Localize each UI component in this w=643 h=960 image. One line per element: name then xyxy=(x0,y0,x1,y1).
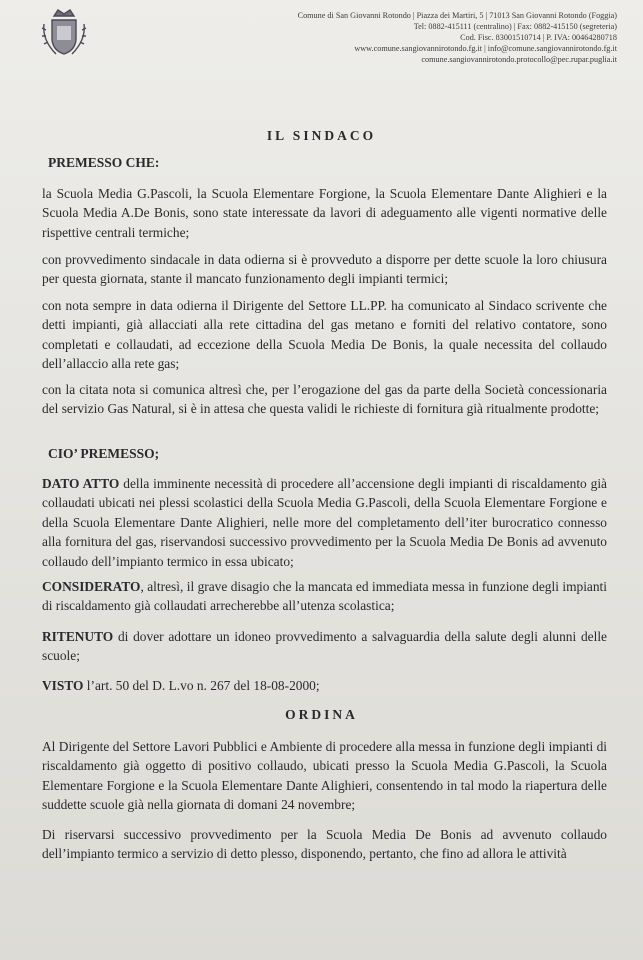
ritenuto-text: di dover adottare un idoneo provvedimento a salvaguardia della salute degli alunni delle scuole; xyxy=(42,629,607,664)
ritenuto-paragraph xyxy=(42,627,607,666)
considerato-text: , altresì, il grave disagio che la mancata ed immediata messa in funzione degli impianti di riscaldamento già collaudati arrecherebbe all’utenza scolastica; xyxy=(42,579,607,614)
visto-text: l’art. 50 del D. L.vo n. 267 del 18-08-2000; xyxy=(83,678,320,693)
premesso-paragraph-4: con la citata nota si comunica altresì che, per l’erogazione del gas da parte della Società concessionaria del servizio Gas Natural, si è in attesa che questa validi le richieste di fornitura già ritualmente prodotte; xyxy=(42,382,607,417)
municipal-crest-icon xyxy=(38,6,90,60)
letterhead xyxy=(197,10,617,65)
premesso-heading: PREMESSO CHE: xyxy=(48,155,160,170)
visto-paragraph xyxy=(42,676,607,695)
letterhead-pec: comune.sangiovannirotondo.protocollo@pec.rupar.puglia.it xyxy=(421,55,617,64)
ritenuto-label: RITENUTO xyxy=(42,629,114,644)
cio-premesso-heading: CIO’ PREMESSO; xyxy=(48,446,160,461)
ordina-paragraph-2: Di riservarsi successivo provvedimento per la Scuola Media De Bonis ad avvenuto collaudo dell’impianto termico a servizio di detto plesso, disponendo, pertanto, che fino ad allora le attività xyxy=(42,827,607,862)
premesso-paragraph-2: con provvedimento sindacale in data odierna si è provveduto a disporre per dette scuole la loro chiusura per questa giornata, stante il mancato funzionamento degli impianti termici; xyxy=(42,252,607,287)
ordina-paragraph-1: Al Dirigente del Settore Lavori Pubblici e Ambiente di procedere alla messa in funzione degli impianti di riscaldamento già oggetto di positivo collaudo, ubicati presso la Scuola Media G.Pascoli, la Scuola Elementare Forgione e la Scuola Elementare Dante Alighieri, consentendo in tal modo la riapertura delle suddette scuole già nella giornata di domani 24 novembre; xyxy=(42,739,607,813)
dato-atto-paragraph xyxy=(42,474,607,571)
letterhead-address: Comune di San Giovanni Rotondo | Piazza dei Martiri, 5 | 71013 San Giovanni Rotondo (Foggia) xyxy=(297,11,617,20)
letterhead-fiscal: Cod. Fisc. 83001510714 | P. IVA: 00464280718 xyxy=(460,33,617,42)
ordina-title: ORDINA xyxy=(285,707,358,722)
premesso-paragraph-3: con nota sempre in data odierna il Dirigente del Settore LL.PP. ha comunicato al Sindaco scrivente che detti impianti, già allacciati alla rete cittadina del gas metano e forniti del relativo contatore, sono completati e collaudati, ad eccezione della Scuola Media De Bonis, la quale necessita del collaudo dell’allaccio alla rete gas; xyxy=(42,298,607,372)
considerato-paragraph xyxy=(42,577,607,616)
dato-atto-text: della imminente necessità di procedere all’accensione degli impianti di riscaldamento già collaudati ubicati nei plessi scolastici della Scuola Media G.Pascoli, della Scuola Elementare Forgione e della Scuola Elementare Dante Alighieri, nelle more del completamento dell’iter burocratico connesso alla fornitura del gas, riservandosi successivo provvedimento per la Scuola Media De Bonis ad avvenuto collaudo dell’impianto termico in essa ubicato; xyxy=(42,476,607,569)
premesso-paragraph-1: la Scuola Media G.Pascoli, la Scuola Elementare Forgione, la Scuola Elementare Dante Alighieri e la Scuola Media A.De Bonis, sono state interessate da lavori di adeguamento alle vigenti normative delle rispettive centrali termiche; xyxy=(42,186,607,240)
letterhead-phone: Tel: 0882-415111 (centralino) | Fax: 0882-415150 (segreteria) xyxy=(413,22,617,31)
visto-label: VISTO xyxy=(42,678,84,693)
letterhead-web: www.comune.sangiovannirotondo.fg.it | info@comune.sangiovannirotondo.fg.it xyxy=(354,44,617,53)
dato-atto-label: DATO ATTO xyxy=(42,476,120,491)
document-title: IL SINDACO xyxy=(266,128,377,143)
considerato-label: CONSIDERATO xyxy=(42,579,141,594)
